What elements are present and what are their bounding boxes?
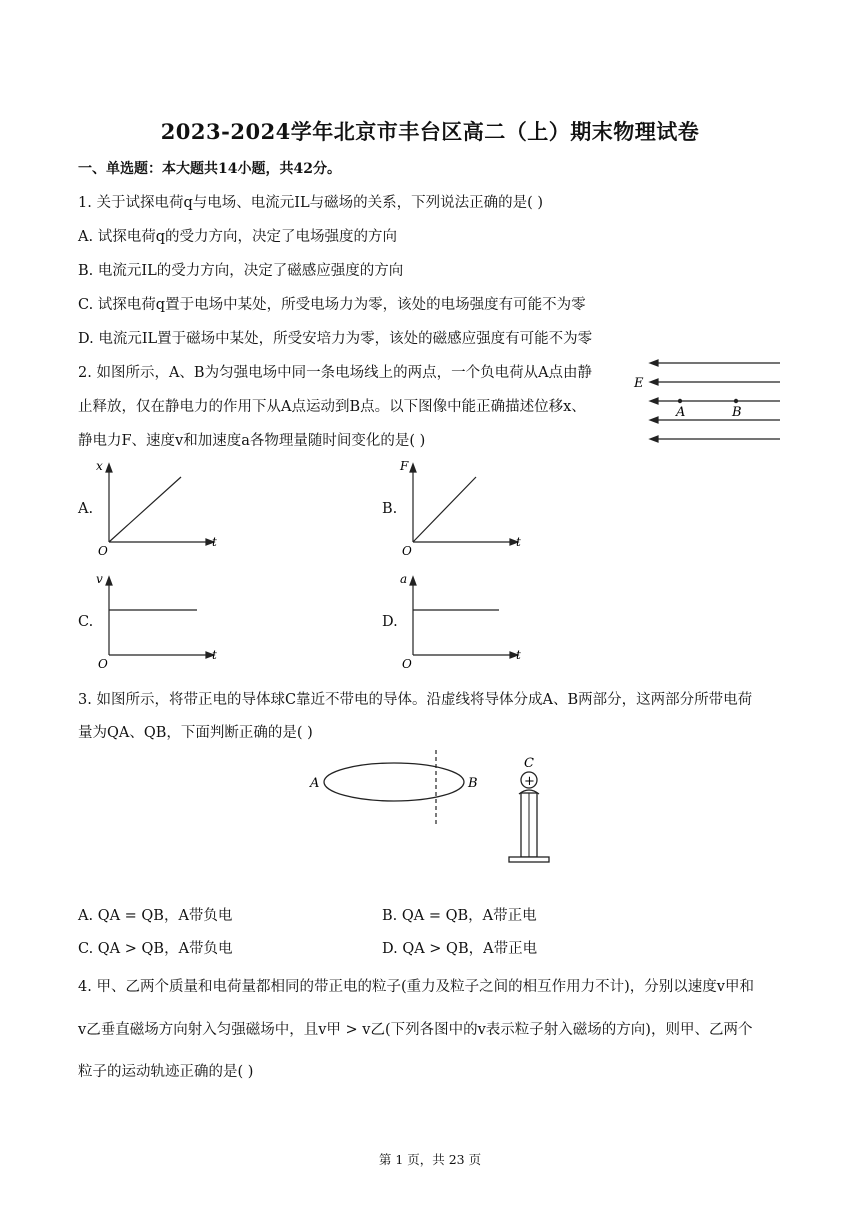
point-label-b: B xyxy=(732,405,742,420)
q3-stem-line2: 量为QA、QB，下面判断正确的是( ) xyxy=(78,725,313,741)
q1-stem: 1. 关于试探电荷q与电场、电流元IL与磁场的关系，下列说法正确的是( ) xyxy=(78,195,544,211)
axis-label-x: x xyxy=(96,459,103,473)
axis-label-t: t xyxy=(212,648,217,662)
q2-stem-line2: 止释放，仅在静电力的作用下从A点运动到B点。以下图像中能正确描述位移x、 xyxy=(78,399,586,415)
q2-option-c-label: C. xyxy=(78,614,94,630)
electric-field-figure xyxy=(628,350,788,450)
point-label-a: A xyxy=(676,405,686,420)
page-footer: 第 1 页，共 23 页 xyxy=(378,1152,482,1167)
axis-label-a: a xyxy=(400,572,408,586)
q4-stem-line3: 粒子的运动轨迹正确的是( ) xyxy=(78,1064,254,1080)
q1-option-b: B. 电流元IL的受力方向，决定了磁感应强度的方向 xyxy=(78,263,404,279)
q2-graph-b xyxy=(396,456,536,556)
origin-label: O xyxy=(402,657,412,669)
axis-label-t: t xyxy=(516,648,521,662)
q2-graph-a xyxy=(92,456,232,556)
q3-option-a: A. QA = QB，A带负电 xyxy=(78,908,233,924)
q1-option-a: A. 试探电荷q的受力方向，决定了电场强度的方向 xyxy=(78,229,397,245)
q4-stem-line2: v乙垂直磁场方向射入匀强磁场中，且v甲 > v乙(下列各图中的v表示粒子射入磁场的方向)，则甲、乙两个 xyxy=(78,1022,753,1038)
q4-stem-line1: 4. 甲、乙两个质量和电荷量都相同的带正电的粒子(重力及粒子之间的相互作用力不计)，分别以速度v甲和 xyxy=(78,979,754,995)
plus-sign: + xyxy=(524,774,535,789)
q3-option-d: D. QA > QB，A带正电 xyxy=(382,941,538,957)
origin-label: O xyxy=(402,544,412,556)
q2-graph-c xyxy=(92,569,232,669)
q2-option-a-label: A. xyxy=(78,501,94,517)
axis-label-t: t xyxy=(212,535,217,549)
q2-option-d-label: D. xyxy=(382,614,398,630)
q2-graph-d xyxy=(396,569,536,669)
q2-option-b-label: B. xyxy=(382,501,398,517)
q2-stem-line3: 静电力F、速度v和加速度a各物理量随时间变化的是( ) xyxy=(78,433,426,449)
axis-label-f: F xyxy=(400,459,409,473)
q2-stem-line1: 2. 如图所示，A、B为匀强电场中同一条电场线上的两点，一个负电荷从A点由静 xyxy=(78,365,593,381)
stand-base xyxy=(509,857,549,862)
origin-label: O xyxy=(98,657,108,669)
sphere-label-c: C xyxy=(524,756,534,771)
q3-stem-line1: 3. 如图所示，将带正电的导体球C靠近不带电的导体。沿虚线将导体分成A、B两部分，这两部分所带电荷 xyxy=(78,692,753,708)
q1-option-d: D. 电流元IL置于磁场中某处，所受安培力为零，该处的磁感应强度有可能不为零 xyxy=(78,331,593,347)
region-label-a: A xyxy=(310,776,320,791)
q1-option-c: C. 试探电荷q置于电场中某处，所受电场力为零，该处的电场强度有可能不为零 xyxy=(78,297,586,313)
q3-option-b: B. QA = QB，A带正电 xyxy=(382,908,537,924)
origin-label: O xyxy=(98,544,108,556)
field-label-e: E xyxy=(634,376,644,391)
region-label-b: B xyxy=(468,776,478,791)
page-title: 2023-2024学年北京市丰台区高二（上）期末物理试卷 xyxy=(160,119,700,144)
q3-option-c: C. QA > QB，A带负电 xyxy=(78,941,233,957)
axis-label-v: v xyxy=(96,572,103,586)
conductor-figure xyxy=(300,746,570,871)
section-heading: 一、单选题：本大题共14小题，共42分。 xyxy=(78,161,341,177)
axis-label-t: t xyxy=(516,535,521,549)
